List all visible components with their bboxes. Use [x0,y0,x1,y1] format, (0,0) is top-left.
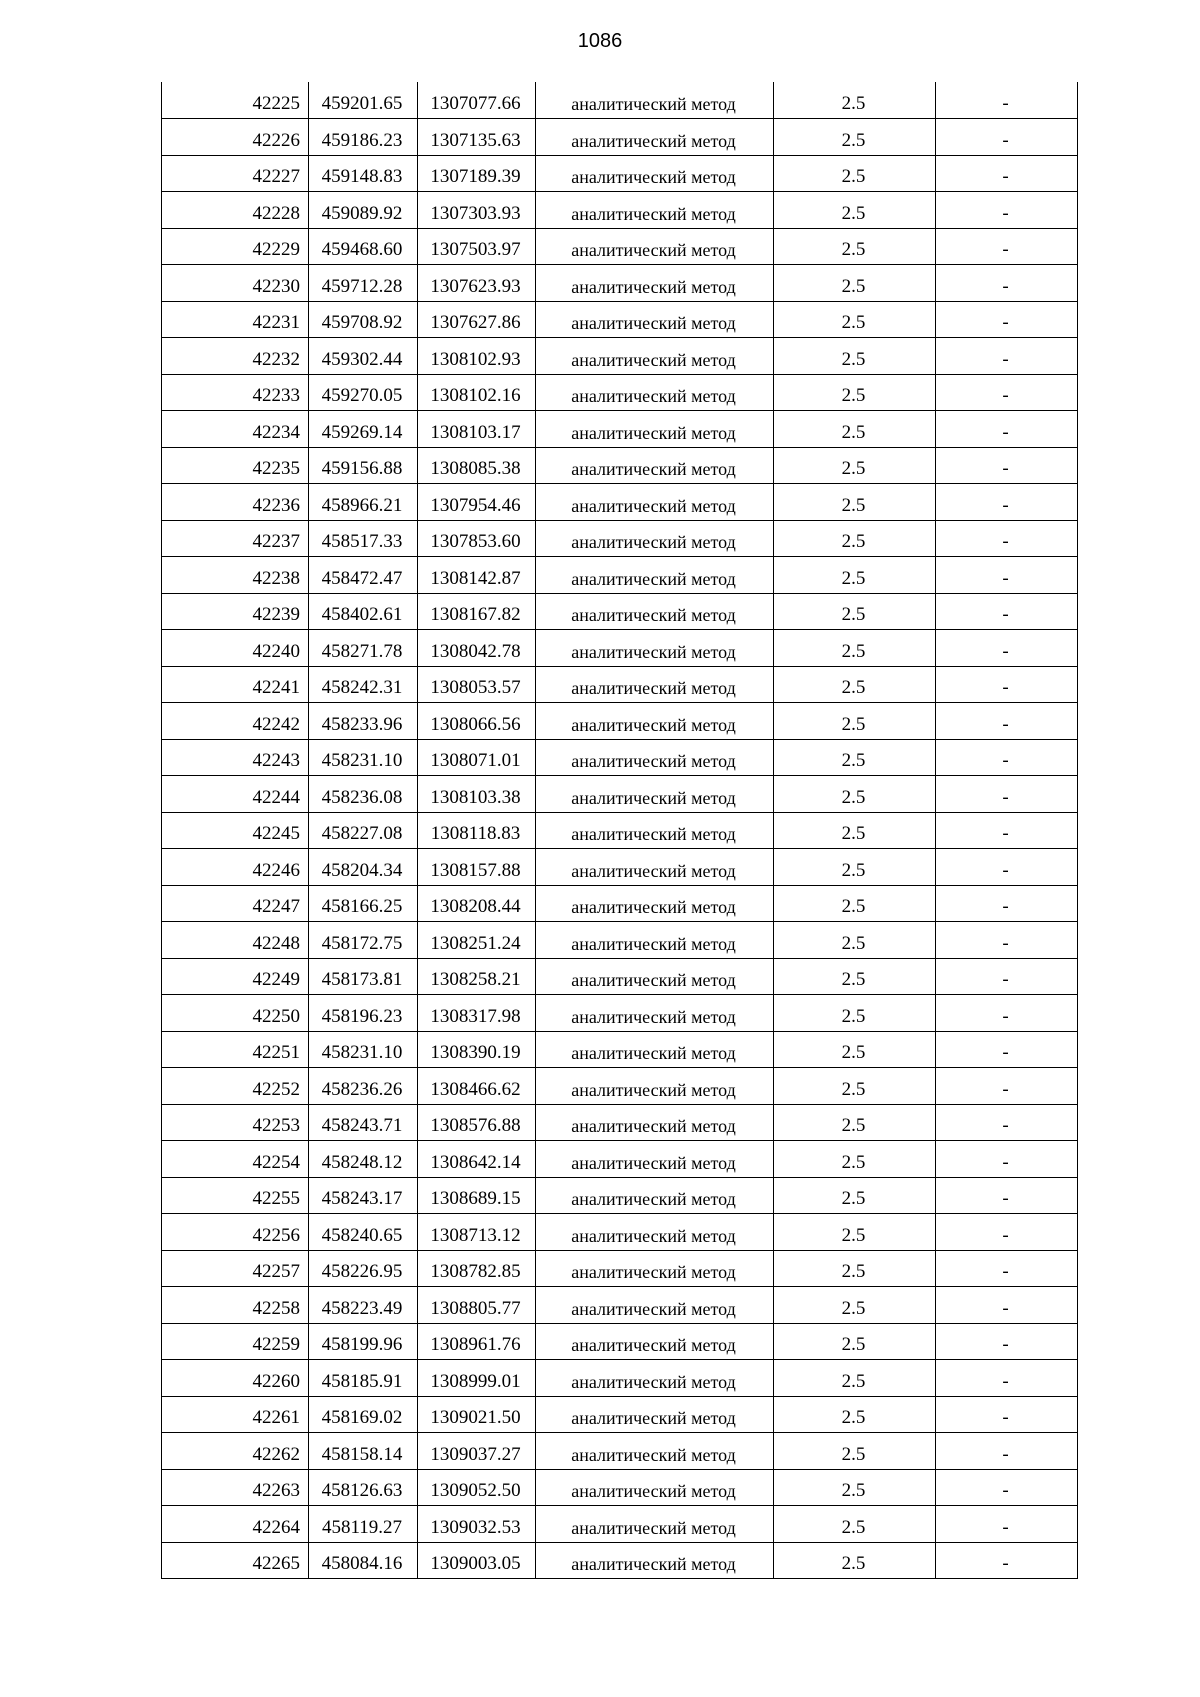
note-cell: - [936,520,1078,557]
x-coordinate: 458517.33 [309,520,418,557]
x-coordinate: 458248.12 [309,1141,418,1178]
x-coordinate: 458199.96 [309,1323,418,1360]
point-number: 42262 [162,1433,309,1470]
note-cell: - [936,958,1078,995]
y-coordinate: 1308390.19 [418,1031,536,1068]
point-number: 42228 [162,192,309,229]
note-cell: - [936,1360,1078,1397]
point-number: 42260 [162,1360,309,1397]
table-row [162,82,1078,119]
table-row [162,1068,1078,1105]
determination-method: аналитический метод [536,1177,774,1214]
x-coordinate: 458223.49 [309,1287,418,1324]
y-coordinate: 1309021.50 [418,1396,536,1433]
y-coordinate: 1309003.05 [418,1542,536,1579]
table-row [162,411,1078,448]
note-cell: - [936,1506,1078,1543]
accuracy-value: 2.5 [774,1141,936,1178]
note-cell: - [936,812,1078,849]
x-coordinate: 458169.02 [309,1396,418,1433]
accuracy-value: 2.5 [774,849,936,886]
table-row [162,1433,1078,1470]
x-coordinate: 458966.21 [309,484,418,521]
point-number: 42248 [162,922,309,959]
accuracy-value: 2.5 [774,703,936,740]
y-coordinate: 1307954.46 [418,484,536,521]
note-cell: - [936,1396,1078,1433]
x-coordinate: 459269.14 [309,411,418,448]
accuracy-value: 2.5 [774,1287,936,1324]
y-coordinate: 1307627.86 [418,301,536,338]
point-number: 42241 [162,666,309,703]
note-cell: - [936,338,1078,375]
table-row [162,228,1078,265]
note-cell: - [936,922,1078,959]
y-coordinate: 1308642.14 [418,1141,536,1178]
note-cell: - [936,301,1078,338]
note-cell: - [936,703,1078,740]
determination-method: аналитический метод [536,82,774,119]
y-coordinate: 1307623.93 [418,265,536,302]
x-coordinate: 458173.81 [309,958,418,995]
determination-method: аналитический метод [536,885,774,922]
table-row [162,812,1078,849]
x-coordinate: 458402.61 [309,593,418,630]
x-coordinate: 458204.34 [309,849,418,886]
determination-method: аналитический метод [536,593,774,630]
table-row [162,338,1078,375]
accuracy-value: 2.5 [774,922,936,959]
x-coordinate: 458236.08 [309,776,418,813]
table-row [162,1141,1078,1178]
table-row [162,1031,1078,1068]
page-number: 1086 [577,30,623,52]
x-coordinate: 458227.08 [309,812,418,849]
y-coordinate: 1308782.85 [418,1250,536,1287]
determination-method: аналитический метод [536,1542,774,1579]
point-number: 42257 [162,1250,309,1287]
determination-method: аналитический метод [536,484,774,521]
table-row [162,666,1078,703]
y-coordinate: 1308085.38 [418,447,536,484]
accuracy-value: 2.5 [774,1031,936,1068]
y-coordinate: 1309037.27 [418,1433,536,1470]
determination-method: аналитический метод [536,1506,774,1543]
determination-method: аналитический метод [536,1250,774,1287]
y-coordinate: 1308961.76 [418,1323,536,1360]
y-coordinate: 1308208.44 [418,885,536,922]
accuracy-value: 2.5 [774,1433,936,1470]
x-coordinate: 459186.23 [309,119,418,156]
point-number: 42233 [162,374,309,411]
determination-method: аналитический метод [536,1104,774,1141]
y-coordinate: 1307853.60 [418,520,536,557]
accuracy-value: 2.5 [774,192,936,229]
note-cell: - [936,995,1078,1032]
y-coordinate: 1309052.50 [418,1469,536,1506]
coordinates-table-body [162,82,1078,1579]
note-cell: - [936,849,1078,886]
determination-method: аналитический метод [536,265,774,302]
y-coordinate: 1308805.77 [418,1287,536,1324]
note-cell: - [936,1141,1078,1178]
x-coordinate: 458231.10 [309,739,418,776]
point-number: 42244 [162,776,309,813]
x-coordinate: 458242.31 [309,666,418,703]
determination-method: аналитический метод [536,958,774,995]
table-row [162,1104,1078,1141]
table-row [162,1323,1078,1360]
table-row [162,520,1078,557]
determination-method: аналитический метод [536,1141,774,1178]
note-cell: - [936,557,1078,594]
determination-method: аналитический метод [536,1433,774,1470]
x-coordinate: 459156.88 [309,447,418,484]
point-number: 42252 [162,1068,309,1105]
note-cell: - [936,666,1078,703]
y-coordinate: 1308102.93 [418,338,536,375]
accuracy-value: 2.5 [774,1104,936,1141]
note-cell: - [936,484,1078,521]
determination-method: аналитический метод [536,447,774,484]
point-number: 42235 [162,447,309,484]
note-cell: - [936,155,1078,192]
table-row [162,119,1078,156]
point-number: 42243 [162,739,309,776]
table-row [162,1469,1078,1506]
y-coordinate: 1309032.53 [418,1506,536,1543]
point-number: 42256 [162,1214,309,1251]
table-row [162,374,1078,411]
x-coordinate: 458196.23 [309,995,418,1032]
table-row [162,776,1078,813]
accuracy-value: 2.5 [774,119,936,156]
point-number: 42247 [162,885,309,922]
point-number: 42227 [162,155,309,192]
table-row [162,593,1078,630]
determination-method: аналитический метод [536,630,774,667]
accuracy-value: 2.5 [774,82,936,119]
note-cell: - [936,374,1078,411]
table-row [162,703,1078,740]
accuracy-value: 2.5 [774,958,936,995]
determination-method: аналитический метод [536,995,774,1032]
table-row [162,557,1078,594]
y-coordinate: 1308157.88 [418,849,536,886]
determination-method: аналитический метод [536,1396,774,1433]
point-number: 42251 [162,1031,309,1068]
accuracy-value: 2.5 [774,630,936,667]
point-number: 42264 [162,1506,309,1543]
point-number: 42255 [162,1177,309,1214]
x-coordinate: 458243.17 [309,1177,418,1214]
note-cell: - [936,1104,1078,1141]
note-cell: - [936,192,1078,229]
note-cell: - [936,739,1078,776]
y-coordinate: 1308071.01 [418,739,536,776]
y-coordinate: 1308118.83 [418,812,536,849]
x-coordinate: 458240.65 [309,1214,418,1251]
accuracy-value: 2.5 [774,1214,936,1251]
point-number: 42236 [162,484,309,521]
determination-method: аналитический метод [536,1214,774,1251]
accuracy-value: 2.5 [774,812,936,849]
x-coordinate: 459712.28 [309,265,418,302]
point-number: 42240 [162,630,309,667]
accuracy-value: 2.5 [774,1360,936,1397]
determination-method: аналитический метод [536,922,774,959]
table-row [162,922,1078,959]
point-number: 42245 [162,812,309,849]
y-coordinate: 1307189.39 [418,155,536,192]
y-coordinate: 1308466.62 [418,1068,536,1105]
table-row [162,1396,1078,1433]
point-number: 42254 [162,1141,309,1178]
point-number: 42225 [162,82,309,119]
y-coordinate: 1308102.16 [418,374,536,411]
accuracy-value: 2.5 [774,374,936,411]
x-coordinate: 459270.05 [309,374,418,411]
point-number: 42250 [162,995,309,1032]
note-cell: - [936,1177,1078,1214]
x-coordinate: 459089.92 [309,192,418,229]
table-row [162,484,1078,521]
note-cell: - [936,1250,1078,1287]
note-cell: - [936,1469,1078,1506]
note-cell: - [936,119,1078,156]
note-cell: - [936,593,1078,630]
determination-method: аналитический метод [536,1068,774,1105]
table-row [162,1506,1078,1543]
accuracy-value: 2.5 [774,265,936,302]
table-row [162,1542,1078,1579]
y-coordinate: 1307303.93 [418,192,536,229]
accuracy-value: 2.5 [774,1177,936,1214]
note-cell: - [936,1542,1078,1579]
y-coordinate: 1308103.38 [418,776,536,813]
accuracy-value: 2.5 [774,557,936,594]
note-cell: - [936,228,1078,265]
point-number: 42259 [162,1323,309,1360]
accuracy-value: 2.5 [774,447,936,484]
point-number: 42263 [162,1469,309,1506]
x-coordinate: 458084.16 [309,1542,418,1579]
determination-method: аналитический метод [536,119,774,156]
table-row [162,301,1078,338]
determination-method: аналитический метод [536,557,774,594]
table-row [162,995,1078,1032]
accuracy-value: 2.5 [774,520,936,557]
table-row [162,1177,1078,1214]
y-coordinate: 1308258.21 [418,958,536,995]
accuracy-value: 2.5 [774,228,936,265]
x-coordinate: 458172.75 [309,922,418,959]
y-coordinate: 1308576.88 [418,1104,536,1141]
determination-method: аналитический метод [536,374,774,411]
x-coordinate: 458226.95 [309,1250,418,1287]
note-cell: - [936,1031,1078,1068]
note-cell: - [936,885,1078,922]
x-coordinate: 458185.91 [309,1360,418,1397]
point-number: 42229 [162,228,309,265]
x-coordinate: 458119.27 [309,1506,418,1543]
point-number: 42239 [162,593,309,630]
x-coordinate: 458236.26 [309,1068,418,1105]
determination-method: аналитический метод [536,1031,774,1068]
accuracy-value: 2.5 [774,1323,936,1360]
note-cell: - [936,411,1078,448]
x-coordinate: 459708.92 [309,301,418,338]
point-number: 42232 [162,338,309,375]
determination-method: аналитический метод [536,1287,774,1324]
point-number: 42253 [162,1104,309,1141]
note-cell: - [936,776,1078,813]
determination-method: аналитический метод [536,338,774,375]
determination-method: аналитический метод [536,301,774,338]
accuracy-value: 2.5 [774,995,936,1032]
x-coordinate: 459302.44 [309,338,418,375]
accuracy-value: 2.5 [774,885,936,922]
table-row [162,739,1078,776]
y-coordinate: 1308251.24 [418,922,536,959]
table-row [162,155,1078,192]
determination-method: аналитический метод [536,192,774,229]
x-coordinate: 459148.83 [309,155,418,192]
y-coordinate: 1308053.57 [418,666,536,703]
point-number: 42265 [162,1542,309,1579]
table-row [162,958,1078,995]
x-coordinate: 459201.65 [309,82,418,119]
note-cell: - [936,82,1078,119]
determination-method: аналитический метод [536,703,774,740]
determination-method: аналитический метод [536,849,774,886]
y-coordinate: 1308142.87 [418,557,536,594]
accuracy-value: 2.5 [774,1542,936,1579]
x-coordinate: 459468.60 [309,228,418,265]
determination-method: аналитический метод [536,1469,774,1506]
x-coordinate: 458166.25 [309,885,418,922]
point-number: 42230 [162,265,309,302]
point-number: 42237 [162,520,309,557]
accuracy-value: 2.5 [774,1068,936,1105]
point-number: 42231 [162,301,309,338]
x-coordinate: 458472.47 [309,557,418,594]
point-number: 42258 [162,1287,309,1324]
y-coordinate: 1308167.82 [418,593,536,630]
accuracy-value: 2.5 [774,666,936,703]
y-coordinate: 1308103.17 [418,411,536,448]
y-coordinate: 1308042.78 [418,630,536,667]
determination-method: аналитический метод [536,1323,774,1360]
note-cell: - [936,1287,1078,1324]
point-number: 42246 [162,849,309,886]
accuracy-value: 2.5 [774,776,936,813]
x-coordinate: 458158.14 [309,1433,418,1470]
table-row [162,265,1078,302]
table-row [162,885,1078,922]
point-number: 42234 [162,411,309,448]
point-number: 42249 [162,958,309,995]
table-row [162,630,1078,667]
note-cell: - [936,1323,1078,1360]
determination-method: аналитический метод [536,411,774,448]
y-coordinate: 1308999.01 [418,1360,536,1397]
accuracy-value: 2.5 [774,484,936,521]
table-row [162,1287,1078,1324]
point-number: 42242 [162,703,309,740]
determination-method: аналитический метод [536,1360,774,1397]
accuracy-value: 2.5 [774,155,936,192]
accuracy-value: 2.5 [774,1469,936,1506]
note-cell: - [936,1433,1078,1470]
y-coordinate: 1308066.56 [418,703,536,740]
accuracy-value: 2.5 [774,1506,936,1543]
accuracy-value: 2.5 [774,411,936,448]
note-cell: - [936,630,1078,667]
note-cell: - [936,447,1078,484]
accuracy-value: 2.5 [774,739,936,776]
note-cell: - [936,1068,1078,1105]
y-coordinate: 1307503.97 [418,228,536,265]
determination-method: аналитический метод [536,520,774,557]
table-row [162,447,1078,484]
point-number: 42226 [162,119,309,156]
x-coordinate: 458243.71 [309,1104,418,1141]
determination-method: аналитический метод [536,776,774,813]
point-number: 42238 [162,557,309,594]
table-row [162,849,1078,886]
determination-method: аналитический метод [536,812,774,849]
x-coordinate: 458233.96 [309,703,418,740]
y-coordinate: 1307077.66 [418,82,536,119]
table-row [162,192,1078,229]
determination-method: аналитический метод [536,155,774,192]
x-coordinate: 458231.10 [309,1031,418,1068]
table-row [162,1360,1078,1397]
accuracy-value: 2.5 [774,593,936,630]
table-row [162,1214,1078,1251]
determination-method: аналитический метод [536,739,774,776]
note-cell: - [936,265,1078,302]
accuracy-value: 2.5 [774,1250,936,1287]
y-coordinate: 1308689.15 [418,1177,536,1214]
determination-method: аналитический метод [536,228,774,265]
accuracy-value: 2.5 [774,1396,936,1433]
y-coordinate: 1308713.12 [418,1214,536,1251]
y-coordinate: 1307135.63 [418,119,536,156]
y-coordinate: 1308317.98 [418,995,536,1032]
determination-method: аналитический метод [536,666,774,703]
point-number: 42261 [162,1396,309,1433]
coordinates-table [161,82,1078,1579]
note-cell: - [936,1214,1078,1251]
accuracy-value: 2.5 [774,301,936,338]
x-coordinate: 458271.78 [309,630,418,667]
table-row [162,1250,1078,1287]
accuracy-value: 2.5 [774,338,936,375]
x-coordinate: 458126.63 [309,1469,418,1506]
